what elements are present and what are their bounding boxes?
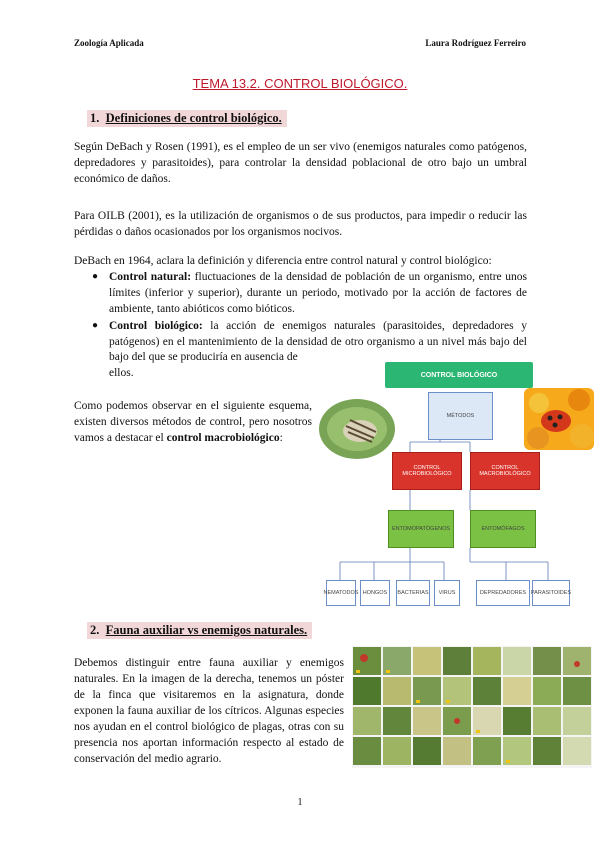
diagram-leaf-hongos: HONGOS [360,580,390,606]
paragraph-fauna-auxiliar: Debemos distinguir entre fauna auxiliar y enemigos naturales. En la imagen de la derecha, tenemos un póster de la finca que visitaremos en la asignatura, donde exponen la fauna auxiliar de los cítricos. Algunas especies nos ayudan en el control biológico de plagas, otras con su presencia nos aportan información respecto al estado de conservación del medio agrario. [74,657,344,765]
bullet-icon: ● [92,320,99,331]
bullet-continued: bajo del que se produciría en ausencia de ellos. [109,351,298,379]
section-number: 2. [90,623,100,637]
section-title: Definiciones de control biológico. [105,111,282,125]
page-number: 1 [297,797,303,808]
fauna-auxiliar-poster [352,646,592,768]
diagram-entomopatogenos-box: ENTOMOPATÓGENOS [388,510,454,548]
diagram-leaf-bacterias: BACTERIAS [396,580,430,606]
insect-photo-left [318,398,396,460]
paragraph-debach-rosen: Según DeBach y Rosen (1991), es el empleo de un ser vivo (enemigos naturales como patógenos, depredadores y parasitoides), para controlar la densidad poblacional de otro bajo un umbral económico de daños. [74,141,527,185]
header-right: Laura Rodríguez Ferreiro [425,38,526,48]
poster-photo-grid [352,646,592,768]
header-left: Zoología Aplicada [74,38,144,48]
diagram-leaf-nematodos: NEMATODOS [326,580,356,606]
diagram-entomofagos-box: ENTOMÓFAGOS [470,510,536,548]
paragraph-debach-1964: DeBach en 1964, aclara la definición y diferencia entre control natural y control biológico: [74,255,492,267]
page-title: TEMA 13.2. CONTROL BIOLÓGICO. [192,76,408,91]
section-title: Fauna auxiliar vs enemigos naturales. [105,623,308,637]
bullet-icon: ● [92,271,99,282]
section-heading-2 [87,622,312,639]
diagram-leaf-depredadores: DEPREDADORES [476,580,530,606]
diagram-microbiologico-box: CONTROL MICROBIOLÓGICO [392,452,462,490]
bullet-control-biologico: ● Control biológico: la acción de enemigos naturales (parasitoides, depredadores y patógenos) en el mantenimiento de la densidad de otro organismo a un nivel más bajo del [92,320,527,348]
paragraph-esquema: Como podemos observar en el siguiente esquema, existen diversos métodos de control, pero nosotros vamos a destacar el control macrobiológico: [74,400,312,444]
diagram-methods-box: MÉTODOS [428,392,493,440]
diagram-macrobiologico-box: CONTROL MACROBIOLÓGICO [470,452,540,490]
diagram-leaf-parasitoides: PARASITOIDES [532,580,570,606]
insect-photo-right [524,388,594,450]
section-heading-1 [87,110,287,127]
paragraph-oilb: Para OILB (2001), es la utilización de organismos o de sus productos, para impedir o reducir las pérdidas o daños ocasionados por los organismos nocivos. [74,210,527,238]
section-number: 1. [90,111,100,125]
bullet-control-natural: ● Control natural: fluctuaciones de la densidad de población de un organismo, entre unos límites (inferior y superior), durante un periodo, motivado por la acción de factores de ambiente, tanto abióticos como bióticos. [92,271,528,315]
diagram-header-box: CONTROL BIOLÓGICO [385,362,533,388]
diagram-leaf-virus: VIRUS [434,580,460,606]
